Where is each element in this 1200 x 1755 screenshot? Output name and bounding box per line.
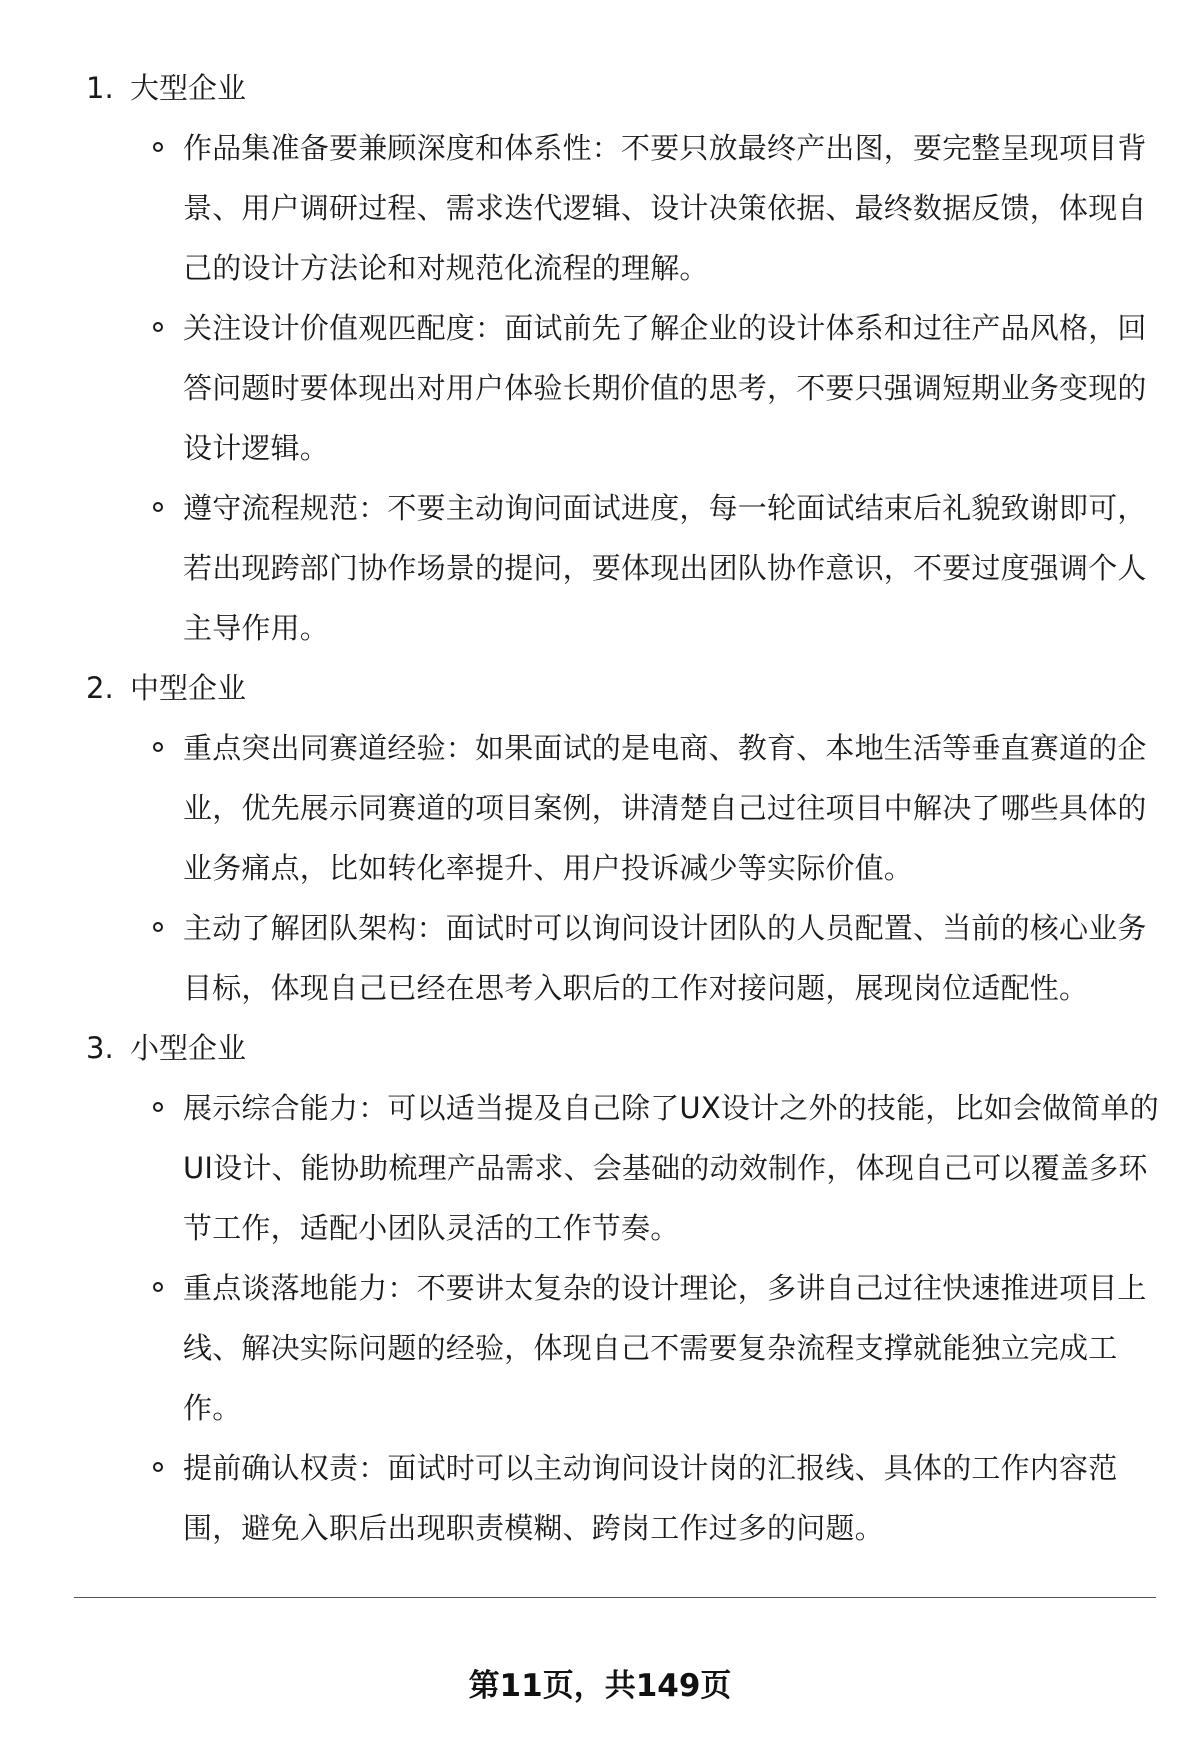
- list-item: [0, 298, 1200, 478]
- hollow-bullet-icon: [153, 322, 163, 332]
- page-number: 第11页，共149页: [468, 1668, 732, 1704]
- section-large-enterprise: [0, 58, 1200, 658]
- bullet-list: [0, 118, 1200, 658]
- list-item-text: 展示综合能力：可以适当提及自己除了UX设计之外的技能，比如会做简单的UI设计、能协助梳理产品需求、会基础的动效制作，体现自己可以覆盖多环节工作，适配小团队灵活的工作节奏。: [183, 1091, 1159, 1245]
- section-number: 2.: [86, 671, 114, 705]
- list-item: [0, 118, 1200, 298]
- list-item: [0, 1078, 1200, 1258]
- section-title: 小型企业: [130, 1031, 247, 1065]
- list-item: [0, 898, 1200, 1018]
- section-number: 1.: [86, 71, 114, 105]
- document-body: [0, 58, 1200, 1558]
- list-item-text: 重点谈落地能力：不要讲太复杂的设计理论，多讲自己过往快速推进项目上线、解决实际问题的经验，体现自己不需要复杂流程支撑就能独立完成工作。: [183, 1271, 1147, 1425]
- bullet-list: [0, 718, 1200, 1018]
- list-item-text: 重点突出同赛道经验：如果面试的是电商、教育、本地生活等垂直赛道的企业，优先展示同赛道的项目案例，讲清楚自己过往项目中解决了哪些具体的业务痛点，比如转化率提升、用户投诉减少等实际价值。: [183, 731, 1147, 885]
- list-item-text: 作品集准备要兼顾深度和体系性：不要只放最终产出图，要完整呈现项目背景、用户调研过程、需求迭代逻辑、设计决策依据、最终数据反馈，体现自己的设计方法论和对规范化流程的理解。: [183, 131, 1147, 285]
- hollow-bullet-icon: [153, 1102, 163, 1112]
- section-medium-enterprise: [0, 658, 1200, 1018]
- hollow-bullet-icon: [153, 742, 163, 752]
- list-item: [0, 718, 1200, 898]
- list-item-text: 提前确认权责：面试时可以主动询问设计岗的汇报线、具体的工作内容范围，避免入职后出现职责模糊、跨岗工作过多的问题。: [183, 1451, 1118, 1545]
- hollow-bullet-icon: [153, 1462, 163, 1472]
- list-item-text: 关注设计价值观匹配度：面试前先了解企业的设计体系和过往产品风格，回答问题时要体现出对用户体验长期价值的思考，不要只强调短期业务变现的设计逻辑。: [183, 311, 1147, 465]
- bullet-list: [0, 1078, 1200, 1558]
- list-item: [0, 1258, 1200, 1438]
- section-heading: [0, 58, 1200, 118]
- hollow-bullet-icon: [153, 1282, 163, 1292]
- section-number: 3.: [86, 1031, 114, 1065]
- footer-divider: [74, 1597, 1156, 1598]
- section-title: 大型企业: [130, 71, 247, 105]
- list-item-text: 遵守流程规范：不要主动询问面试进度，每一轮面试结束后礼貌致谢即可，若出现跨部门协作场景的提问，要体现出团队协作意识，不要过度强调个人主导作用。: [183, 491, 1147, 645]
- section-heading: [0, 658, 1200, 718]
- section-title: 中型企业: [130, 671, 247, 705]
- section-small-enterprise: [0, 1018, 1200, 1558]
- hollow-bullet-icon: [153, 502, 163, 512]
- hollow-bullet-icon: [153, 142, 163, 152]
- list-item-text: 主动了解团队架构：面试时可以询问设计团队的人员配置、当前的核心业务目标，体现自己已经在思考入职后的工作对接问题，展现岗位适配性。: [183, 911, 1147, 1005]
- section-heading: [0, 1018, 1200, 1078]
- list-item: [0, 1438, 1200, 1558]
- list-item: [0, 478, 1200, 658]
- hollow-bullet-icon: [153, 922, 163, 932]
